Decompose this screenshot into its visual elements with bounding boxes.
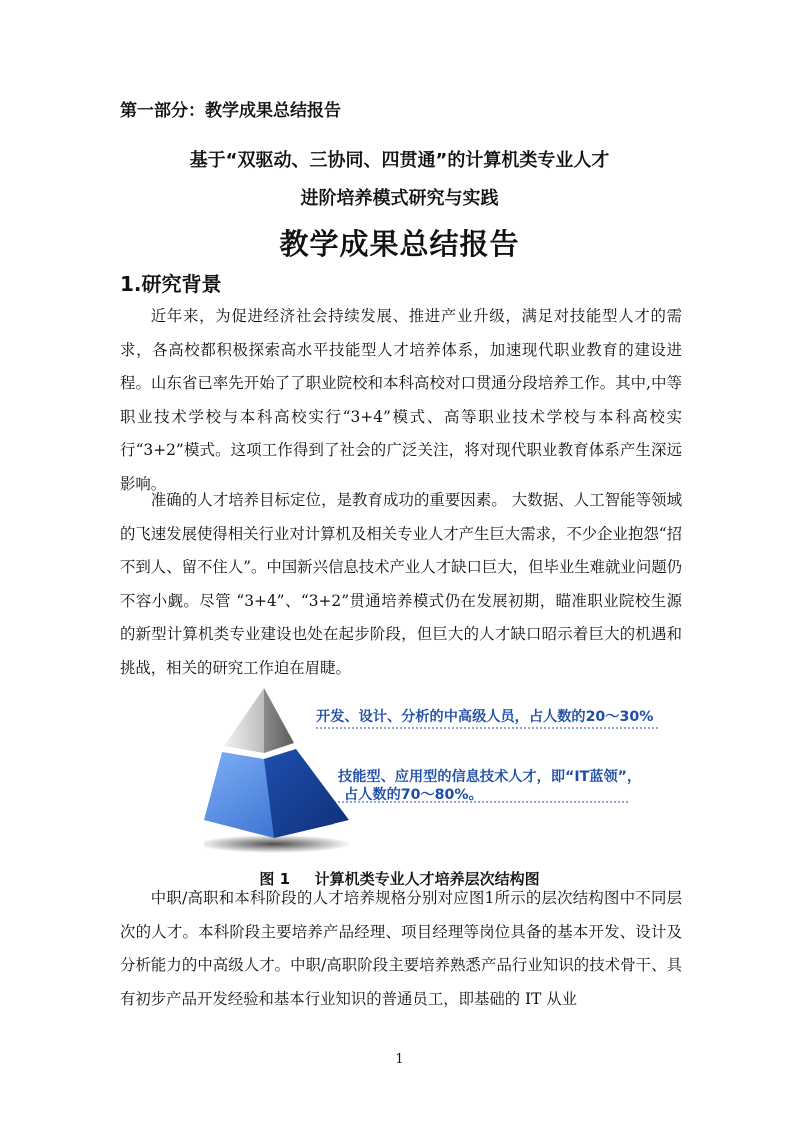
figure-caption-number: 图 1 <box>259 870 291 888</box>
paragraph-2: 准确的人才培养目标定位，是教育成功的重要因素。 大数据、人工智能等领域的飞速发展使得相关行业对计算机及相关专业人才产生巨大需求，不少企业抱怨“招不到人、留不住人”。中国新兴信息技术产业人才缺口巨大，但毕业生难就业问题仍不容小觑。尽管 “3+4”、“3+2”贯通培养模式仍在发展初期，瞄准职业院校生源的新型计算机类专业建设也处在起步阶段，但巨大的人才缺口昭示着巨大的机遇和挑战，相关的研究工作迫在眉睫。 <box>120 491 682 677</box>
main-title: 教学成果总结报告 <box>279 227 520 261</box>
pyramid-shadow <box>204 835 352 853</box>
subtitle-line-1: 基于“双驱动、三协同、四贯通”的计算机类专业人才 <box>189 150 610 171</box>
bottom-tier-label-line-2: 占人数的70～80%。 <box>344 787 483 803</box>
pyramid-top-right-face <box>264 688 294 753</box>
pyramid-top-left-face <box>224 688 264 753</box>
section-heading: 1.研究背景 <box>120 272 222 296</box>
pyramid-bottom-right-face <box>264 749 349 838</box>
subtitle-line-2: 进阶培养模式研究与实践 <box>300 188 499 209</box>
bottom-tier-label-line-1: 技能型、应用型的信息技术人才，即“IT蓝领”， <box>338 769 642 785</box>
page-number: 1 <box>395 1052 404 1067</box>
figure-caption-text: 计算机类专业人才培养层次结构图 <box>314 870 540 888</box>
top-tier-label: 开发、设计、分析的中高级人员，占人数的20～30% <box>316 709 654 725</box>
part-title: 第一部分：教学成果总结报告 <box>120 101 341 121</box>
talent-pyramid-figure <box>204 688 674 858</box>
paragraph-3: 中职/高职和本科阶段的人才培养规格分别对应图1所示的层次结构图中不同层次的人才。本科阶段主要培养产品经理、项目经理等岗位具备的基本开发、设计及分析能力的中高级人才。中职/高职阶段主要培养熟悉产品行业知识的技术骨干、具有初步产品开发经验和基本行业知识的普通员工，即基础的 IT 从业 <box>120 889 682 1008</box>
paragraph-1: 近年来，为促进经济社会持续发展、推进产业升级，满足对技能型人才的需求，各高校都积极探索高水平技能型人才培养体系，加速现代职业教育的建设进程。山东省已率先开始了了职业院校和本科高校对口贯通分段培养工作。其中,中等职业技术学校与本科高校实行“3+4”模式、高等职业技术学校与本科高校实行“3+2”模式。这项工作得到了社会的广泛关注，将对现代职业教育体系产生深远影响。 <box>120 307 682 493</box>
